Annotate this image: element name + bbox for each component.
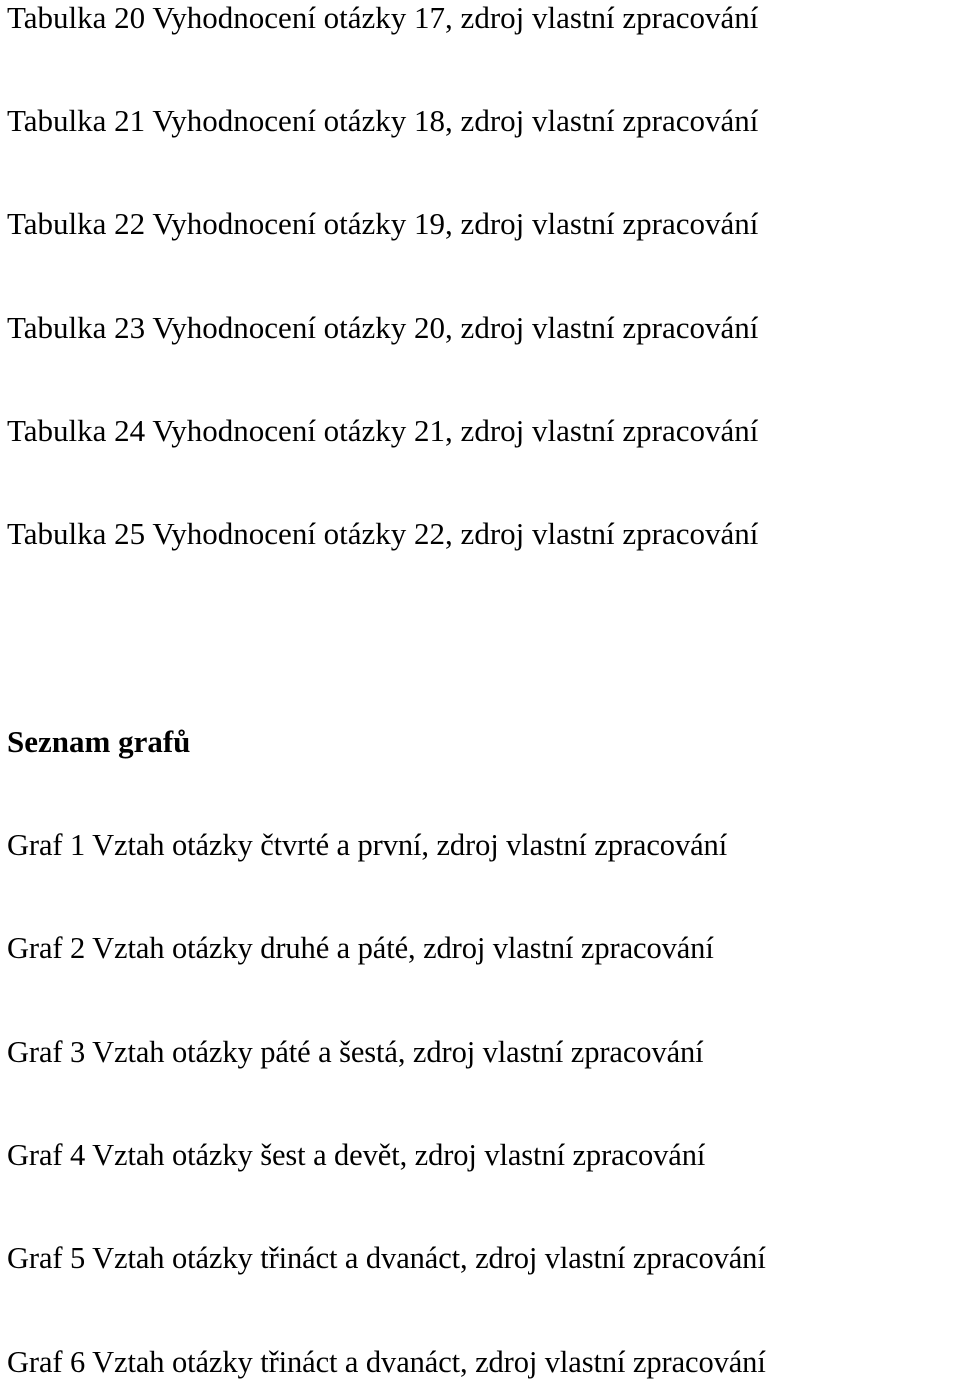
graph-list-item: Graf 4 Vztah otázky šest a devět, zdroj vlastní zpracování: [7, 1138, 706, 1172]
graph-list-item: Graf 2 Vztah otázky druhé a páté, zdroj vlastní zpracování: [7, 931, 714, 965]
table-list-item: Tabulka 25 Vyhodnocení otázky 22, zdroj vlastní zpracování: [7, 516, 759, 551]
table-list-item: Tabulka 22 Vyhodnocení otázky 19, zdroj vlastní zpracování: [7, 206, 759, 241]
table-list-item: Tabulka 23 Vyhodnocení otázky 20, zdroj vlastní zpracování: [7, 310, 759, 345]
table-list-item: Tabulka 21 Vyhodnocení otázky 18, zdroj vlastní zpracování: [7, 103, 759, 138]
table-list-item: Tabulka 20 Vyhodnocení otázky 17, zdroj vlastní zpracování: [7, 0, 759, 35]
graph-list-item: Graf 3 Vztah otázky páté a šestá, zdroj vlastní zpracování: [7, 1035, 704, 1069]
graph-list-item: Graf 5 Vztah otázky třináct a dvanáct, zdroj vlastní zpracování: [7, 1241, 766, 1275]
graphs-section-heading: Seznam grafů: [7, 724, 191, 759]
table-list-item: Tabulka 24 Vyhodnocení otázky 21, zdroj vlastní zpracování: [7, 413, 759, 448]
graph-list-item: Graf 1 Vztah otázky čtvrté a první, zdroj vlastní zpracování: [7, 828, 728, 862]
graph-list-item: Graf 6 Vztah otázky třináct a dvanáct, zdroj vlastní zpracování: [7, 1345, 766, 1379]
